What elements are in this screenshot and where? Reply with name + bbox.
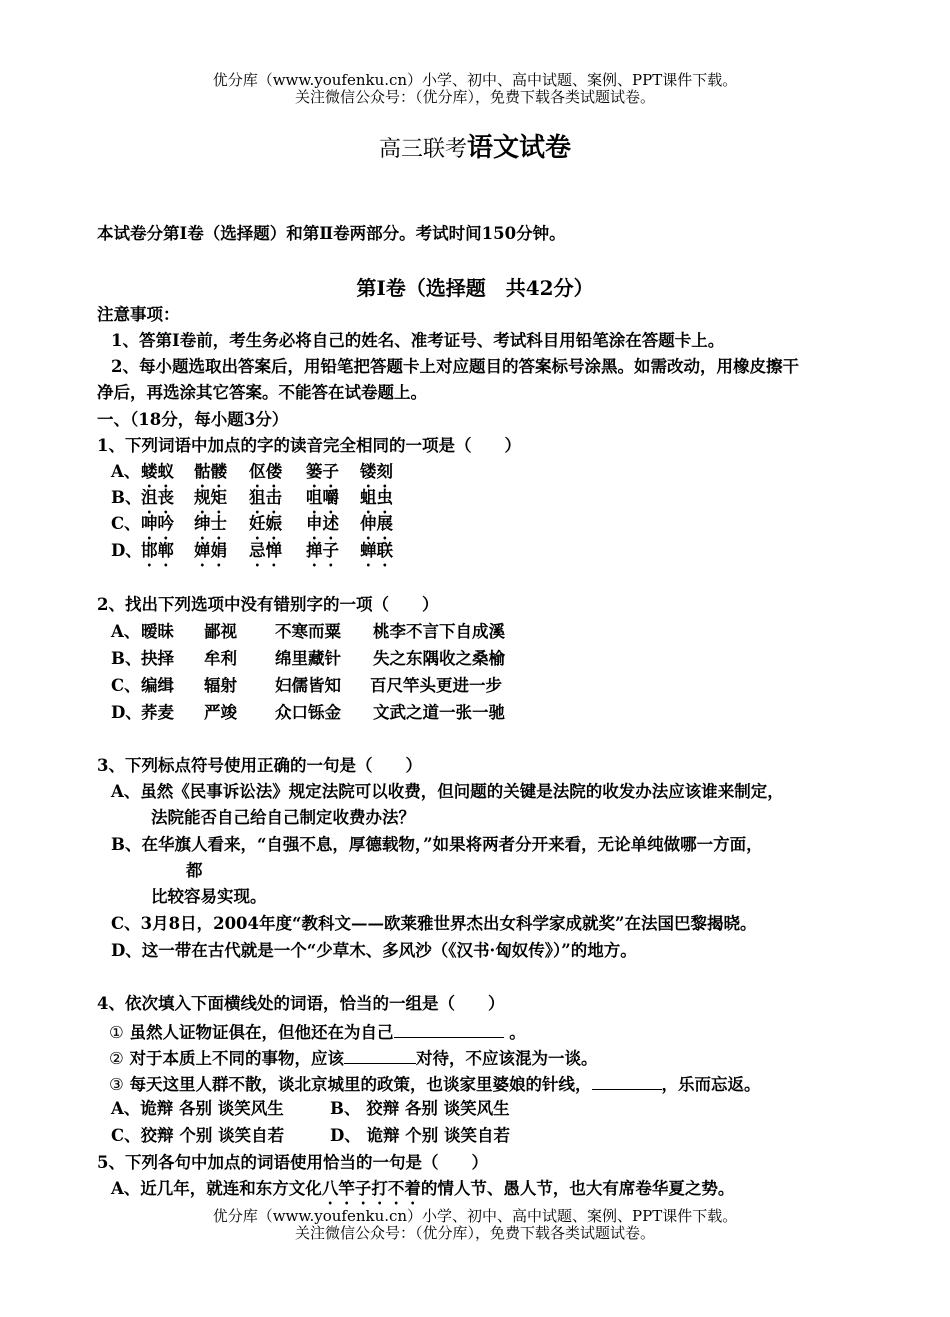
- q4-option-b: B、 狡辩 各别 谈笑风生: [330, 1099, 510, 1118]
- q4-option-d: D、 诡辩 个别 谈笑自若: [330, 1126, 511, 1145]
- q3-option-b-line1: B、在华旗人看来，“自强不息，厚德载物，”如果将两者分开来看，无论单纯做哪一方面，: [111, 835, 763, 854]
- title-part-1: 高三联考: [378, 137, 467, 162]
- q4-sentence-3: ③ 每天这里人群不散，谈北京城里的政策，也谈家里婆娘的针线， ，乐而忘返。: [109, 1075, 761, 1094]
- q3-option-a-line1: A、虽然《民事诉讼法》规定法院可以收费，但问题的关键是法院的收发办法应该谁来制定，: [111, 782, 784, 801]
- top-header: [0, 72, 950, 106]
- q3-option-d: D、这一带在古代就是一个“少草木、多风沙（《汉书·匈奴传》）”的地方。: [111, 941, 637, 960]
- notice-item-2b: 净后，再选涂其它答案。不能答在试卷题上。: [97, 383, 427, 402]
- q2-option-b: B、 抉择 牟利 绵里藏针 失之东隅收之桑榆: [111, 649, 505, 668]
- q5-dotted-phrase: 八竿子打不着: [321, 1179, 421, 1198]
- q4-sentence-2: ② 对于本质上不同的事物，应该 对待，不应该混为一谈。: [109, 1049, 598, 1068]
- part1-heading: 一、（18分，每小题3分）: [97, 410, 289, 429]
- header-line-1: 优分库（www.youfenku.cn）小学、初中、高中试题、案例、PPT课件下载。: [212, 71, 738, 89]
- q4-option-c: C、狡辩 个别 谈笑自若: [111, 1126, 285, 1145]
- page-title: [0, 127, 950, 164]
- q4-option-a: A、诡辩 各别 谈笑风生: [111, 1099, 284, 1118]
- q4-blank-3: [592, 1073, 662, 1090]
- q3-option-b-line3: 比较容易实现。: [151, 887, 267, 906]
- q4-blank-1: [394, 1021, 504, 1038]
- q2-stem: 2、找出下列选项中没有错别字的一项（ ）: [97, 595, 439, 614]
- q1-option-c: C、 呻吟 绅士 妊娠 申述 伸展: [111, 514, 393, 533]
- q1-option-b: B、 沮丧 规矩 狙击 咀嚼 蛆虫: [111, 488, 393, 507]
- q3-option-c: C、3月8日，2004年度“教科文——欧莱雅世界杰出女科学家成就奖”在法国巴黎揭晓。: [111, 914, 757, 933]
- q2-option-d: D、 荞麦 严竣 众口铄金 文武之道一张一驰: [111, 703, 505, 722]
- footer-line-1: 优分库（www.youfenku.cn）小学、初中、高中试题、案例、PPT课件下载。: [212, 1207, 738, 1225]
- section-title: 第Ⅰ卷（选择题 共42分）: [356, 276, 594, 300]
- q5-option-a: A、近几年，就连和东方文化八竿子打不着的情人节、愚人节，也大有席卷华夏之势。: [111, 1179, 735, 1198]
- header-line-2: 关注微信公众号：（优分库），免费下载各类试题试卷。: [294, 88, 655, 106]
- q4-sentence-1: ① 虽然人证物证俱在，但他还在为自己 。: [109, 1023, 526, 1042]
- title-part-2: 语文试卷: [467, 133, 572, 163]
- q3-option-b-line2: 都: [186, 861, 203, 880]
- q3-stem: 3、下列标点符号使用正确的一句是（ ）: [97, 756, 422, 775]
- q2-option-a: A、 暧昧 鄙视 不寒而粟 桃李不言下自成溪: [111, 622, 505, 641]
- q3-option-a-line2: 法院能否自己给自己制定收费办法？: [151, 808, 415, 827]
- q1-option-a: A、 蝼蚁 骷髅 伛偻 篓子 镂刻: [111, 462, 393, 481]
- bottom-header: [0, 1208, 950, 1242]
- notice-item-2a: 2、每小题选取出答案后，用铅笔把答题卡上对应题目的答案标号涂黑。如需改动，用橡皮擦干: [111, 357, 799, 376]
- notice-item-1: 1、答第Ⅰ卷前，考生务必将自己的姓名、准考证号、考试科目用铅笔涂在答题卡上。: [111, 331, 725, 350]
- footer-line-2: 关注微信公众号：（优分库），免费下载各类试题试卷。: [294, 1224, 655, 1242]
- q4-stem: 4、依次填入下面横线处的词语，恰当的一组是（ ）: [97, 994, 505, 1013]
- notice-label: 注意事项：: [97, 305, 180, 324]
- exam-intro: 本试卷分第Ⅰ卷（选择题）和第Ⅱ卷两部分。考试时间150分钟。: [97, 224, 566, 243]
- q4-blank-2: [344, 1047, 416, 1064]
- q5-stem: 5、下列各句中加点的词语使用恰当的一句是（ ）: [97, 1153, 488, 1172]
- q1-option-d: D、 邯郸 婵娟 忌惮 掸子 蝉联: [111, 541, 393, 560]
- q1-stem: 1、下列词语中加点的字的读音完全相同的一项是（ ）: [97, 436, 521, 455]
- q2-option-c: C、 编缉 辐射 妇儒皆知 百尺竿头更进一步: [111, 676, 502, 695]
